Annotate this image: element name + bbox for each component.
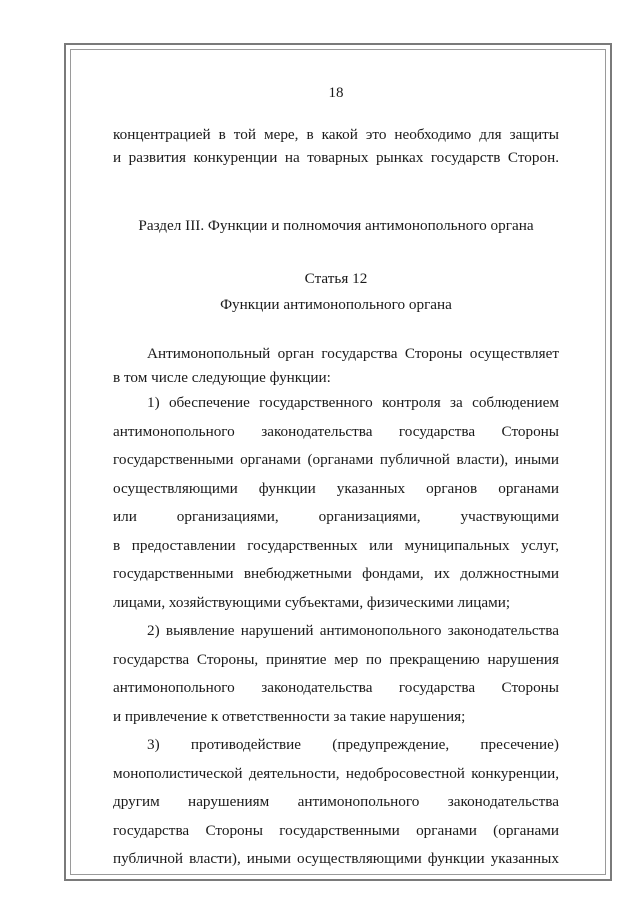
text-line: в том числе следующие функции: bbox=[113, 368, 331, 386]
text-line: другим нарушениям антимонопольного законодательства bbox=[113, 793, 559, 810]
text-line: 2) выявление нарушений антимонопольного законодательства bbox=[147, 622, 559, 639]
page-number: 18 bbox=[328, 85, 344, 101]
text-line: лицами, хозяйствующими субъектами, физическими лицами; bbox=[113, 593, 511, 611]
text-line: публичной власти), иными осуществляющими функции указанных bbox=[113, 850, 559, 867]
text-line: осуществляющими функции указанных органов органами bbox=[113, 479, 559, 497]
list-item-2 bbox=[113, 617, 559, 731]
text-line: 3) противодействие (предупреждение, пресечение) bbox=[147, 736, 559, 753]
text-line: в предоставлении государственных или муниципальных услуг, bbox=[113, 536, 559, 554]
list-item-1 bbox=[113, 389, 559, 617]
text-line: государства Стороны, принятие мер по прекращению нарушения bbox=[113, 650, 559, 668]
text-line: или организациями, организациями, участвующими bbox=[113, 508, 559, 525]
text-line: антимонопольного законодательства государства Стороны bbox=[113, 422, 559, 440]
text-line: антимонопольного законодательства государства Стороны bbox=[113, 679, 559, 696]
text-line: государственными органами (органами публичной власти), иными bbox=[113, 451, 559, 468]
text-line: и привлечение к ответственности за такие нарушения; bbox=[113, 707, 466, 725]
text-line: государственными внебюджетными фондами, их должностными bbox=[113, 565, 559, 582]
article-title: Функции антимонопольного органа bbox=[220, 295, 452, 313]
text-line: концентрацией в той мере, в какой это необходимо для защиты bbox=[113, 125, 559, 143]
text-line: 1) обеспечение государственного контроля за соблюдением bbox=[147, 394, 559, 411]
text-line: Антимонопольный орган государства Стороны осуществляет bbox=[147, 345, 559, 362]
section-heading: Раздел III. Функции и полномочия антимонопольного органа bbox=[138, 216, 534, 234]
list-item-3 bbox=[113, 731, 559, 874]
text-line: монополистической деятельности, недобросовестной конкуренции, bbox=[113, 764, 559, 782]
article-number: Статья 12 bbox=[304, 270, 368, 287]
intro-paragraph bbox=[113, 123, 559, 170]
text-line: государства Стороны государственными органами (органами bbox=[113, 821, 559, 839]
text-line: и развития конкуренции на товарных рынках государств Сторон. bbox=[113, 149, 559, 166]
page-content bbox=[113, 82, 559, 874]
lead-paragraph bbox=[113, 342, 559, 389]
